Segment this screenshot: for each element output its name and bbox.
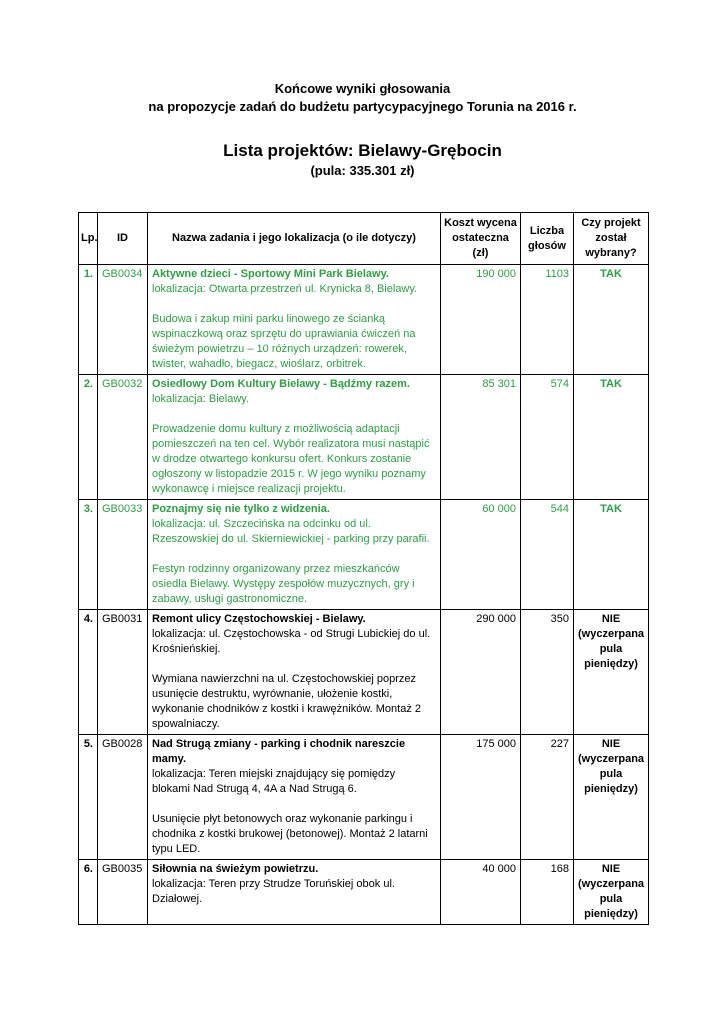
project-location: lokalizacja: Bielawy. [152, 393, 250, 405]
row-cost: 85 301 [441, 375, 521, 500]
row-votes: 1103 [521, 265, 574, 375]
table-row [79, 860, 649, 925]
project-description: Prowadzenie domu kultury z możliwością adaptacji pomieszczeń na ten cel. Wybór realizatora musi nastąpić w drodze otwartego konkursu ofert. Konkurs zostanie ogłoszony w listopadzie 2015 r. W jego wyniku poznamy wykonawcę i miejsce realizacji projektu. [152, 423, 430, 495]
project-location: lokalizacja: ul. Szczecińska na odcinku od ul. Rzeszowskiej do ul. Skierniewickiej - parking przy parafii. [152, 518, 430, 545]
column-header-selected: Czy projekt został wybrany? [574, 213, 649, 265]
table-row [79, 735, 649, 860]
row-votes: 544 [521, 500, 574, 610]
table-row [79, 265, 649, 375]
row-cost: 290 000 [441, 610, 521, 735]
row-name-cell [148, 735, 441, 860]
column-header-id: ID [98, 213, 148, 265]
project-title: Nad Strugą zmiany - parking i chodnik nareszcie mamy. [152, 738, 406, 765]
column-header-votes: Liczba głosów [521, 213, 574, 265]
project-description: Usunięcie płyt betonowych oraz wykonanie parkingu i chodnika z kostki brukowej (betonowej). Montaż 2 latarni typu LED. [152, 813, 428, 855]
project-title: Osiedlowy Dom Kultury Bielawy - Bądźmy razem. [152, 378, 410, 390]
row-id: GB0035 [98, 860, 148, 925]
row-lp: 2. [79, 375, 98, 500]
pool-amount: (pula: 335.301 zł) [310, 163, 415, 178]
row-name-cell [148, 610, 441, 735]
projects-table [78, 212, 649, 925]
row-name-cell [148, 375, 441, 500]
row-votes: 574 [521, 375, 574, 500]
row-name-cell [148, 265, 441, 375]
project-description: Wymiana nawierzchni na ul. Częstochowskiej poprzez usunięcie destruktu, wyrównanie, ułożenie kostki, wykonanie chodników z kostki i krawężników. Montaż 2 spowalniaczy. [152, 673, 422, 730]
project-description: Festyn rodzinny organizowany przez mieszkańców osiedla Bielawy. Występy zespołów muzycznych, gry i zabawy, usługi gastronomiczne. [152, 563, 415, 605]
row-name-cell [148, 860, 441, 925]
table-row [79, 375, 649, 500]
row-lp: 1. [79, 265, 98, 375]
row-name-cell [148, 500, 441, 610]
row-cost: 40 000 [441, 860, 521, 925]
project-location: lokalizacja: Teren miejski znajdujący się pomiędzy blokami Nad Strugą 4, 4A a Nad Strugą 6. [152, 768, 396, 795]
row-selected: TAK [574, 500, 649, 610]
row-selected: NIE (wyczerpana pula pieniędzy) [574, 735, 649, 860]
row-selected: NIE (wyczerpana pula pieniędzy) [574, 860, 649, 925]
document-heading-line1: Końcowe wyniki głosowania [274, 81, 451, 96]
project-location: lokalizacja: ul. Częstochowska - od Strugi Lubickiej do ul. Krośnieńskiej. [152, 628, 431, 655]
project-description: Budowa i zakup mini parku linowego ze ścianką wspinaczkową oraz sprzętu do uprawiania ćwiczeń na świeżym powietrzu – 10 różnych urządzeń: rowerek, twister, wahadło, biegacz, wioślarz, orbitrek. [152, 313, 416, 370]
row-lp: 3. [79, 500, 98, 610]
row-id: GB0031 [98, 610, 148, 735]
row-id: GB0028 [98, 735, 148, 860]
row-votes: 168 [521, 860, 574, 925]
row-votes: 227 [521, 735, 574, 860]
row-cost: 60 000 [441, 500, 521, 610]
row-lp: 5. [79, 735, 98, 860]
project-title: Remont ulicy Częstochowskiej - Bielawy. [152, 613, 366, 625]
row-id: GB0033 [98, 500, 148, 610]
row-votes: 350 [521, 610, 574, 735]
row-selected: NIE (wyczerpana pula pieniędzy) [574, 610, 649, 735]
column-header-name: Nazwa zadania i jego lokalizacja (o ile dotyczy) [148, 213, 441, 265]
document-heading-line2: na propozycje zadań do budżetu partycypacyjnego Torunia na 2016 r. [148, 99, 577, 114]
row-selected: TAK [574, 375, 649, 500]
table-row [79, 500, 649, 610]
table-row [79, 610, 649, 735]
project-title: Siłownia na świeżym powietrzu. [152, 863, 319, 875]
table-header-row [79, 213, 649, 265]
list-title: Lista projektów: Bielawy-Grębocin [223, 141, 502, 160]
project-title: Aktywne dzieci - Sportowy Mini Park Bielawy. [152, 268, 389, 280]
row-id: GB0032 [98, 375, 148, 500]
row-selected: TAK [574, 265, 649, 375]
row-id: GB0034 [98, 265, 148, 375]
column-header-lp: Lp. [79, 213, 98, 265]
column-header-cost: Koszt wycena ostateczna (zł) [441, 213, 521, 265]
project-location: lokalizacja: Teren przy Strudze Toruńskiej obok ul. Działowej. [152, 878, 395, 905]
row-lp: 6. [79, 860, 98, 925]
row-cost: 190 000 [441, 265, 521, 375]
project-location: lokalizacja: Otwarta przestrzeń ul. Krynicka 8, Bielawy. [152, 283, 418, 295]
row-lp: 4. [79, 610, 98, 735]
row-cost: 175 000 [441, 735, 521, 860]
project-title: Poznajmy się nie tylko z widzenia. [152, 503, 330, 515]
